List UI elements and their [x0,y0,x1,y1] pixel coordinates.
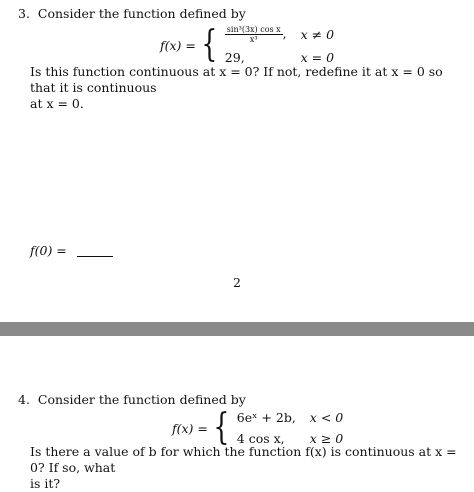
problem-4-function-definition [172,407,344,448]
answer-label: f(0) = [30,243,67,258]
problem-3-case1-numerator: sin³(3x) cos x [226,25,281,34]
problem-3-answer-line [30,243,113,258]
problem-4-lhs: f(x) = [172,420,208,436]
page-3 [0,336,474,491]
problem-4-number: 4. [18,392,30,407]
problem-3-case2-condition: x = 0 [300,50,335,65]
page-divider [0,322,474,336]
problem-4-question [30,444,470,492]
left-brace: { [213,407,230,448]
problem-4-header [18,392,246,407]
problem-3-number: 3. [18,6,30,21]
answer-blank[interactable] [77,256,113,257]
problem-3-function-definition [160,25,334,65]
problem-3-header [18,6,246,21]
left-brace: { [201,24,218,65]
problem-3-question-line2: at x = 0. [30,96,84,111]
problem-3-case2-value: 29, [224,50,245,65]
problem-3-case1-denominator: x³ [249,35,258,44]
problem-4-case2-condition: x ≥ 0 [309,431,344,446]
problem-4-case1-expression: 6eˣ + 2b, [236,410,296,425]
problem-4-case1-condition: x < 0 [309,410,344,425]
problem-4-question-line1: Is there a value of b for which the function f(x) is continuous at x = 0? If so, what [30,444,457,475]
problem-3-intro: Consider the function defined by [37,6,246,21]
problem-4-question-line2: is it? [30,476,61,491]
problem-3-question-line1: Is this function continuous at x = 0? If not, redefine it at x = 0 so that it is continuous [30,64,443,95]
problem-3-case1-expression: $\frac{\text{sin³(3x) cos x}}{\text{x³}}$ , [226,25,287,44]
problem-3-case1-condition: x ≠ 0 [300,27,335,42]
page-number: 2 [233,275,241,290]
problem-3-lhs: f(x) = [160,37,196,53]
problem-3-question [30,64,470,112]
problem-4-case2-expression: 4 cos x, [236,431,285,446]
problem-4-cases [237,410,343,446]
problem-3-cases [225,25,334,65]
problem-4-intro: Consider the function defined by [37,392,246,407]
